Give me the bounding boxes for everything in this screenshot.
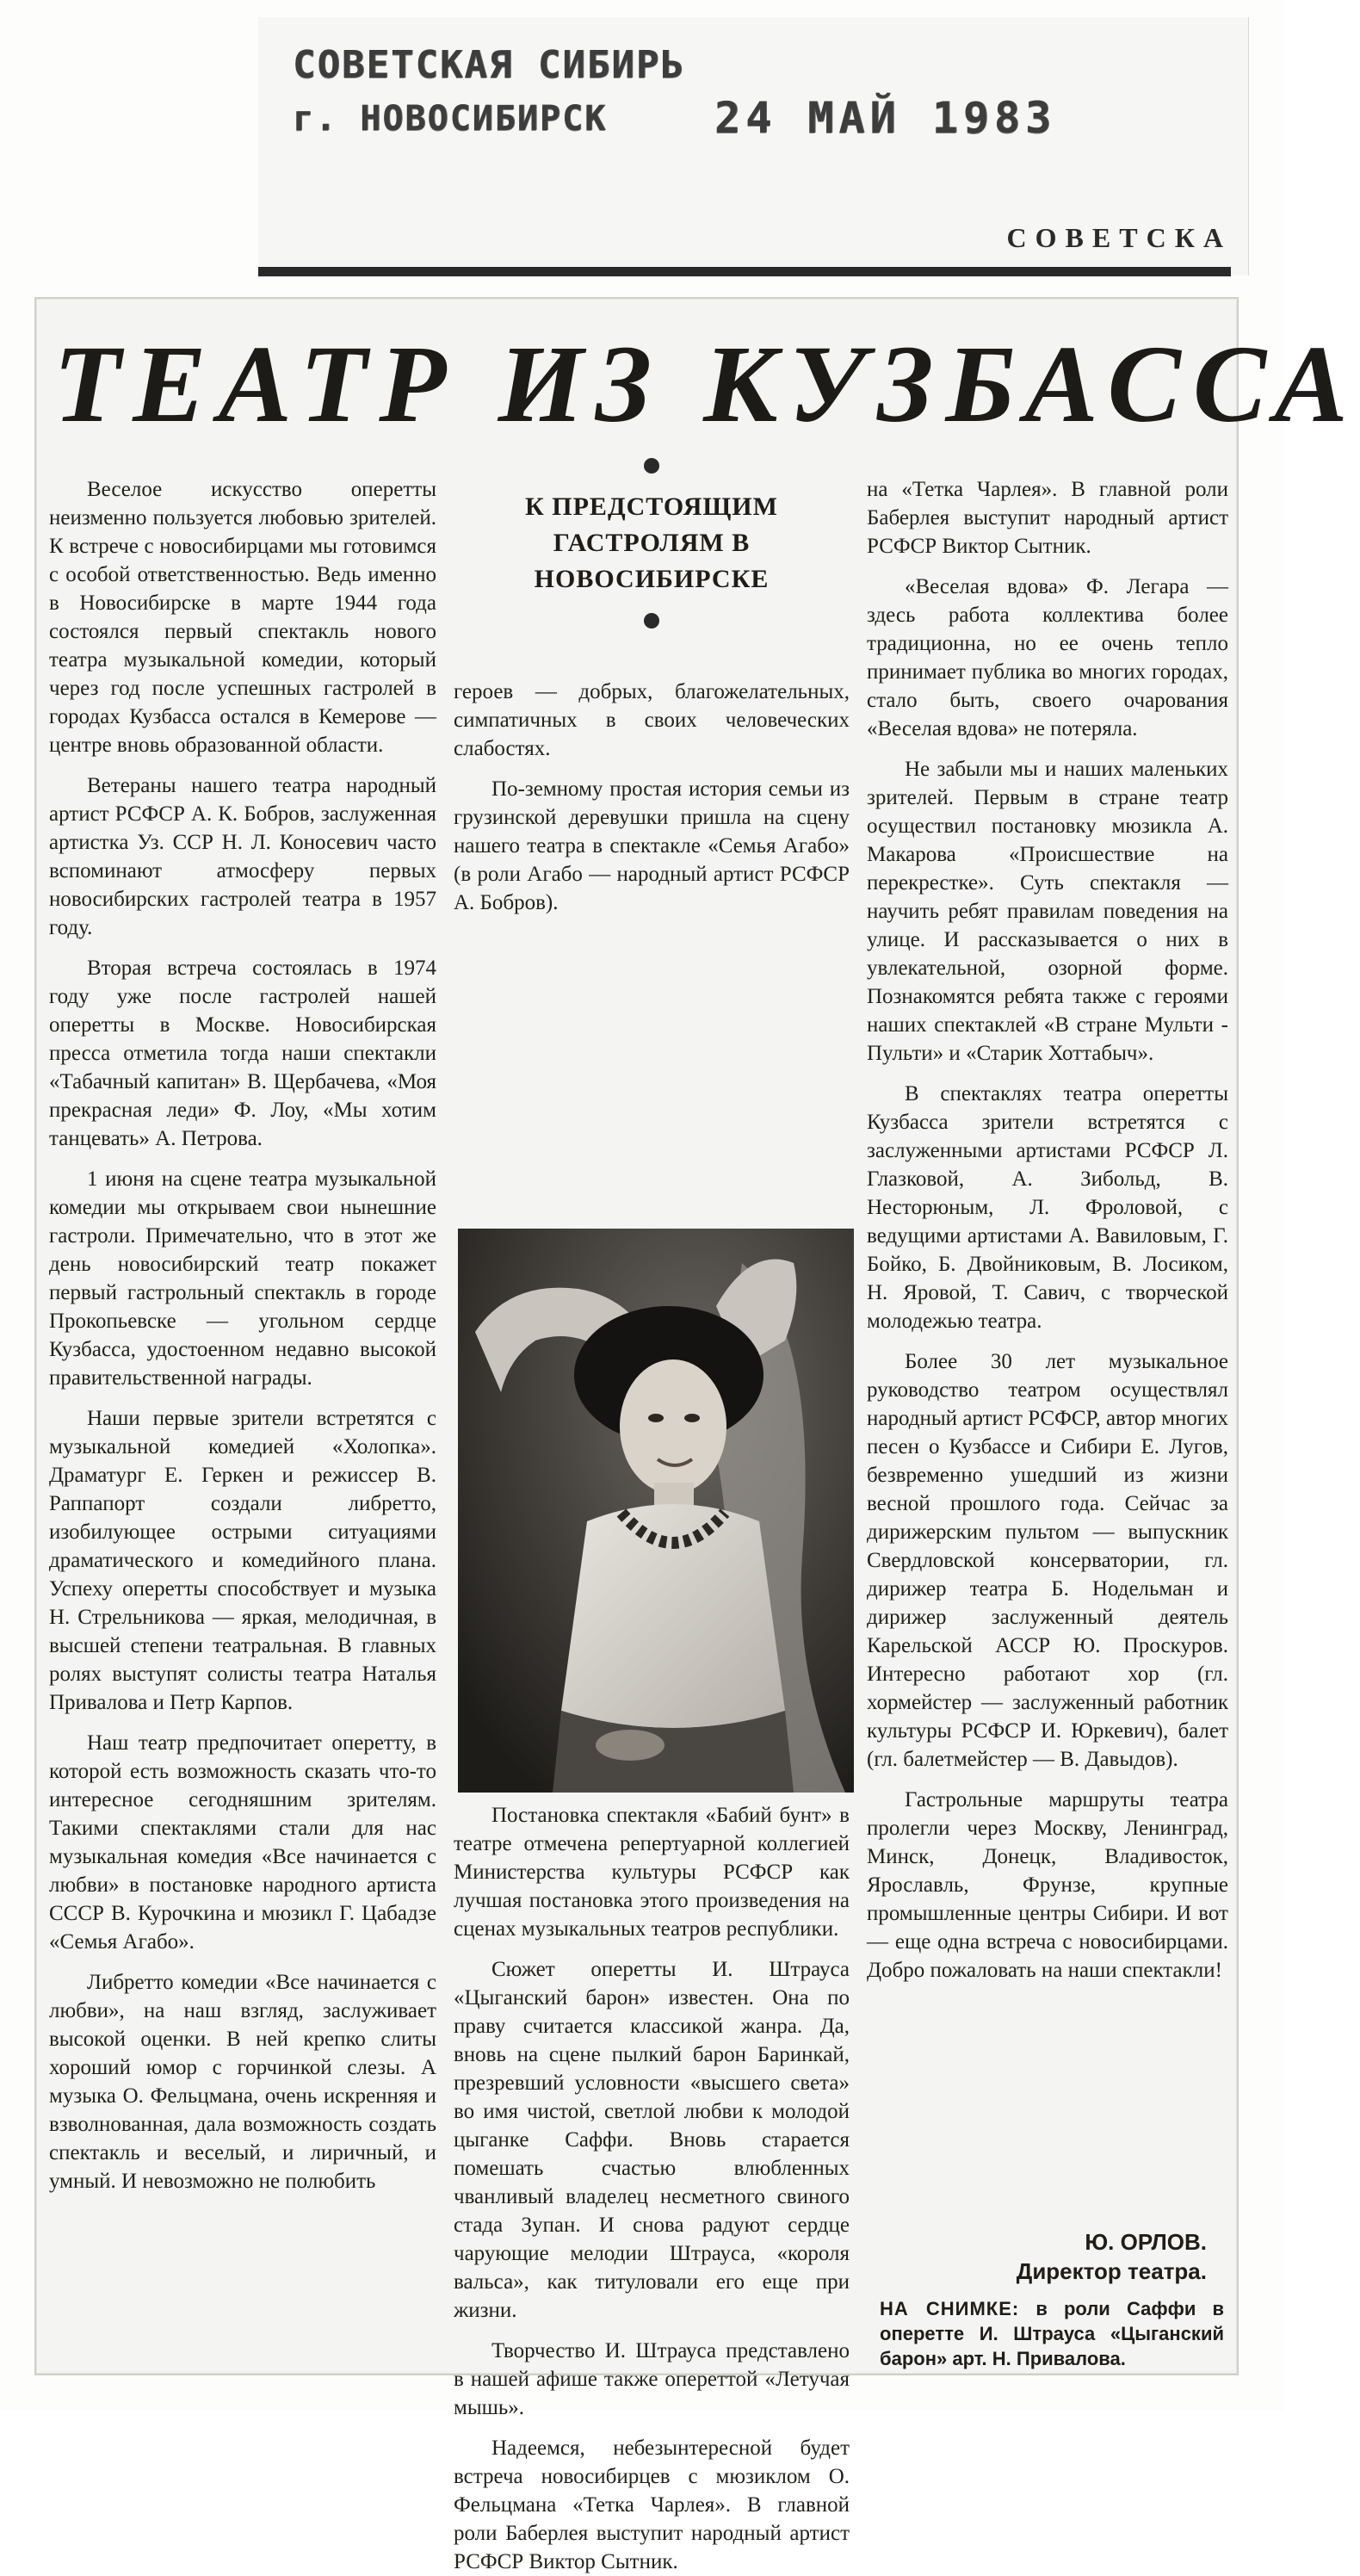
- author-signature: [1017, 2227, 1207, 2286]
- article-subheading-block: [454, 458, 850, 665]
- paragraph: героев — добрых, благожелательных, симпатичных в своих человеческих слабостях.: [454, 680, 850, 760]
- bullet-ornament: [644, 458, 659, 474]
- article-column-middle-upper: [454, 678, 850, 1229]
- article-column-left: [49, 475, 436, 2361]
- performer-photo-illustration: [458, 1229, 854, 1793]
- paragraph: Более 30 лет музыкальное руководство театром осуществлял народный артист РСФСР, автор многих песен о Кузбассе и Сибири Е. Лугов, безвременно ушедший из жизни весной прошлого года. Сейчас за дирижерским пультом — выпускник Свердловской консерватории, гл. дирижер театра Б. Нодельман и дирижер заслуженный деятель Карельской АССР Ю. Проскуров. Интересно работают хор (гл. хормейстер — заслуженный работник культуры РСФСР И. Юркевич), балет (гл. балетмейстер — В. Давыдов).: [867, 1350, 1228, 1771]
- masthead-fragment: СОВЕТСКА: [1006, 222, 1232, 253]
- paragraph: В спектаклях театра оперетты Кузбасса зрители встретятся с заслуженными артистами РСФСР Л. Глазковой, А. Зибольд, В. Несторюным, Л. Фроловой, с ведущими артистами А. Вавиловым, Г. Бойко, Б. Двойниковым, В. Лосиком, Н. Яровой, Т. Савич, с творческой молодежью театра.: [867, 1082, 1228, 1333]
- paragraph: По-земному простая история семьи из грузинской деревушки пришла на сцену нашего театра в спектакле «Семья Агабо» (в роли Агабо — народный артист РСФСР А. Бобров).: [454, 777, 850, 914]
- paragraph: Сюжет оперетты И. Штрауса «Цыганский барон» известен. Она по праву считается классикой жанра. Да, вновь на сцене пылкий барон Баринкай, презревший условности «высшего света» во имя чистой, светлой любви к молодой цыганке Саффи. Вновь старается помешать счастью влюбленных чванливый владелец несметного свиного стада Зупан. И снова радуют сердце чарующие мелодии Штрауса, «короля вальса», как титуловали его еще при жизни.: [454, 1958, 850, 2322]
- paragraph: Не забыли мы и наших маленьких зрителей. Первым в стране театр осуществил постановку мюзикла А. Макарова «Происшествие на перекрестке». Суть спектакля — научить ребят правилам поведения на улице. И рассказывается о них в увлекательной, озорной форме. Познакомятся ребята также с героями наших спектаклей «В стране Мульти - Пульти» и «Старик Хоттабыч».: [867, 758, 1228, 1065]
- caption-lead: НА СНИМКЕ:: [880, 2298, 1020, 2319]
- masthead-rule: [258, 267, 1231, 276]
- performer-photo: [458, 1229, 854, 1793]
- caption-text: в роли Саффи в оперетте И. Штрауса «Цыганский барон» арт. Н. Привалова.: [880, 2298, 1224, 2369]
- paragraph: Надеемся, небезынтересной будет встреча новосибирцев с мюзиклом О. Фельцмана «Тетка Чарлея». В главной роли Баберлея выступит народный артист РСФСР Виктор Сытник.: [454, 2437, 850, 2573]
- stamp-city: г. НОВОСИБИРСК: [293, 99, 608, 139]
- paragraph: «Веселая вдова» Ф. Легара — здесь работа коллектива более традиционна, но ее очень тепло принимает публика во многих городах, стало быть, своего очарования «Веселая вдова» не потеряла.: [867, 575, 1228, 740]
- article-subheading: К ПРЕДСТОЯЩИМ ГАСТРОЛЯМ В НОВОСИБИРСКЕ: [525, 492, 778, 593]
- article-column-middle-lower: [454, 1801, 850, 2573]
- paragraph: Наш театр предпочитает оперетту, в которой есть возможность сказать что-то интересное сегодняшним зрителям. Такими спектаклями стали для нас музыкальная комедия «Все начинается с любви» в постановке народного артиста СССР В. Курочкина и мюзикл Г. Цабадзе «Семья Агабо».: [49, 1731, 436, 1954]
- paragraph: на «Тетка Чарлея». В главной роли Баберлея выступит народный артист РСФСР Виктор Сытник.: [867, 478, 1228, 558]
- stamp-newspaper-name: СОВЕТСКАЯ СИБИРЬ: [293, 43, 685, 87]
- stamp-date: 24 МАЙ 1983: [714, 93, 1057, 143]
- paragraph: 1 июня на сцене театра музыкальной комедии мы открываем свои нынешние гастроли. Примечательно, что в этот же день новосибирский театр покажет первый гастрольный спектакль в городе Прокопьевске — угольном сердце Кузбасса, удостоенном недавно высокой правительственной награды.: [49, 1167, 436, 1390]
- article-clipping: [34, 297, 1360, 2573]
- paragraph: Ветераны нашего театра народный артист РСФСР А. К. Бобров, заслуженная артистка Уз. ССР Н. Л. Коносевич часто вспоминают атмосферу первых новосибирских гастролей театра в 1957 году.: [49, 774, 436, 939]
- paragraph: Вторая встреча состоялась в 1974 году уже после гастролей нашей оперетты в Москве. Новосибирская пресса отметила тогда наши спектакли «Табачный капитан» В. Щербачева, «Моя прекрасная леди» Ф. Лоу, «Мы хотим танцевать» А. Петрова.: [49, 957, 436, 1150]
- paragraph: Наши первые зрители встретятся с музыкальной комедией «Холопка». Драматург Е. Геркен и режиссер В. Раппапорт создали либретто, изобилующее острыми ситуациями драматического и комедийного плана. Успеху оперетты способствует и музыка Н. Стрельникова — яркая, мелодичная, в высшей степени театральная. В главных ролях выступят солисты театра Наталья Привалова и Петр Карпов.: [49, 1407, 436, 1714]
- paragraph: Либретто комедии «Все начинается с любви», на наш взгляд, заслуживает высокой оценки. В ней крепко слиты хороший юмор с горчинкой слезы. А музыка О. Фельцмана, очень искренняя и взволнованная, дала возможность создать спектакль и веселый, и лиричный, и умный. И невозможно не полюбить: [49, 1971, 436, 2193]
- paragraph: Творчество И. Штрауса представлено в нашей афише также опереттой «Летучая мышь».: [454, 2339, 850, 2419]
- paragraph: Веселое искусство оперетты неизменно пользуется любовью зрителей. К встрече с новосибирцами мы готовимся с особой ответственностью. Ведь именно в Новосибирске в марте 1944 года состоялся первый спектакль нового театра музыкальной комедии, который через год после успешных гастролей в городах Кузбасса остался в Кемерове — центре вновь образованной области.: [49, 478, 436, 757]
- article-headline: ТЕАТР ИЗ КУЗБАССА: [53, 323, 1360, 445]
- photo-caption: [880, 2296, 1224, 2371]
- article-column-right: [867, 475, 1228, 2257]
- paragraph: Гастрольные маршруты театра пролегли через Москву, Ленинград, Минск, Донецк, Владивосток, Ярославль, Фрунзе, крупные промышленные центры Сибири. И вот — еще одна встреча с новосибирцами. Добро пожаловать на наши спектакли!: [867, 1788, 1228, 1982]
- author-name: Ю. ОРЛОВ.: [1085, 2229, 1207, 2255]
- bullet-ornament: [644, 613, 659, 629]
- paragraph: Постановка спектакля «Бабий бунт» в театре отмечена репертуарной коллегией Министерства культуры РСФСР как лучшая постановка этого произведения на сценах музыкальных театров республики.: [454, 1804, 850, 1941]
- author-title: Директор театра.: [1016, 2258, 1207, 2284]
